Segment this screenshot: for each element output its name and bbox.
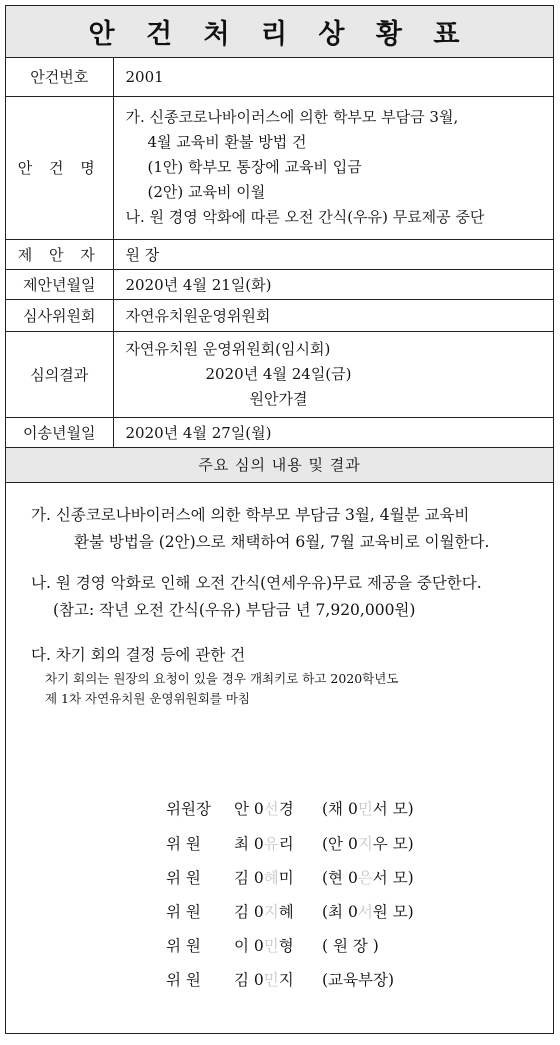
row-agenda-name <box>6 96 553 239</box>
signature-relation: (교육부장) <box>322 971 394 989</box>
agenda-line: (1안) 학부모 통장에 교육비 입금 <box>147 158 362 176</box>
label-proposal-date: 제안년월일 <box>6 269 113 299</box>
value-proposer: 원 장 <box>113 239 553 269</box>
signature-row <box>166 900 414 922</box>
signature-position: 위 원 <box>166 937 201 955</box>
row-proposal-date <box>6 269 553 299</box>
signature-position: 위 원 <box>166 835 201 853</box>
signature-relation: ( 원 장 ) <box>322 937 379 955</box>
label-review-result: 심의결과 <box>6 331 113 417</box>
content-body <box>6 502 553 709</box>
item-b <box>13 570 546 624</box>
label-agenda-no: 안건번호 <box>6 58 113 96</box>
item-b-line: 나. 원 경영 악화로 인해 오전 간식(연세우유)무료 제공을 중단한다. <box>31 573 482 592</box>
signature-row <box>166 832 414 854</box>
item-c-line: 차기 회의는 원장의 요청이 있을 경우 개최키로 하고 2020학년도 <box>45 670 399 686</box>
signature-row <box>166 866 414 888</box>
value-proposal-date: 2020년 4월 21일(화) <box>113 269 553 299</box>
section-title: 주요 심의 내용 및 결과 <box>6 448 553 483</box>
signature-row <box>166 934 379 956</box>
row-agenda-no <box>6 58 553 96</box>
signature-position: 위원장 <box>166 800 211 818</box>
document-sheet <box>5 5 554 1034</box>
signature-name: 김 0지혜 <box>234 903 294 921</box>
signature-position: 위 원 <box>166 869 201 887</box>
signature-relation: (채 0민서 모) <box>322 800 414 818</box>
signature-name: 최 0유리 <box>234 835 294 853</box>
label-proposer: 제 안 자 <box>6 239 113 269</box>
signature-position: 위 원 <box>166 903 201 921</box>
signature-position: 위 원 <box>166 971 201 989</box>
result-line: 자연유치원 운영위원회(임시회) <box>125 339 331 358</box>
label-agenda-name: 안 건 명 <box>6 96 113 239</box>
item-a-line: 환불 방법을 (2안)으로 채택하여 6월, 7월 교육비로 이월한다. <box>74 532 490 551</box>
signature-row <box>166 797 414 819</box>
signature-name: 김 0혜미 <box>234 869 294 887</box>
value-agenda-no: 2001 <box>113 58 553 96</box>
row-transfer-date <box>6 417 553 447</box>
agenda-info-table <box>6 58 553 448</box>
document-title: 안 건 처 리 상 황 표 <box>6 6 553 58</box>
agenda-line: 나. 원 경영 악화에 따른 오전 간식(우유) 무료제공 중단 <box>125 208 485 226</box>
label-transfer-date: 이송년월일 <box>6 417 113 447</box>
item-b-line: (참고: 작년 오전 간식(우유) 부담금 년 7,920,000원) <box>53 600 416 619</box>
value-review-committee: 자연유치원운영위원회 <box>113 299 553 331</box>
result-line: 2020년 4월 24일(금) <box>205 364 352 383</box>
row-proposer <box>6 239 553 269</box>
result-line: 원안가결 <box>249 389 308 408</box>
item-a-line: 가. 신종코로나바이러스에 의한 학부모 부담금 3월, 4월분 교육비 <box>31 505 470 524</box>
row-review-committee <box>6 299 553 331</box>
agenda-line: (2안) 교육비 이월 <box>147 183 266 201</box>
value-review-result <box>113 331 553 417</box>
label-review-committee: 심사위원회 <box>6 299 113 331</box>
agenda-line: 가. 신종코로나바이러스에 의한 학부모 부담금 3월, <box>125 108 459 126</box>
agenda-line: 4월 교육비 환불 방법 건 <box>147 133 307 151</box>
item-c-line: 제 1차 자연유치원 운영위원회를 마침 <box>45 690 250 706</box>
row-review-result <box>6 331 553 417</box>
signature-relation: (최 0서원 모) <box>322 903 414 921</box>
signature-row <box>166 968 394 990</box>
item-c-body <box>13 669 546 709</box>
signature-relation: (안 0지우 모) <box>322 835 414 853</box>
item-a <box>13 502 546 556</box>
value-agenda-name <box>113 96 553 239</box>
signature-relation: (현 0은서 모) <box>322 869 414 887</box>
signature-name: 김 0민지 <box>234 971 294 989</box>
signature-name: 안 0선경 <box>234 800 294 818</box>
value-transfer-date: 2020년 4월 27일(월) <box>113 417 553 447</box>
signature-name: 이 0민형 <box>234 937 294 955</box>
item-c-title: 다. 차기 회의 결정 등에 관한 건 <box>31 645 246 664</box>
